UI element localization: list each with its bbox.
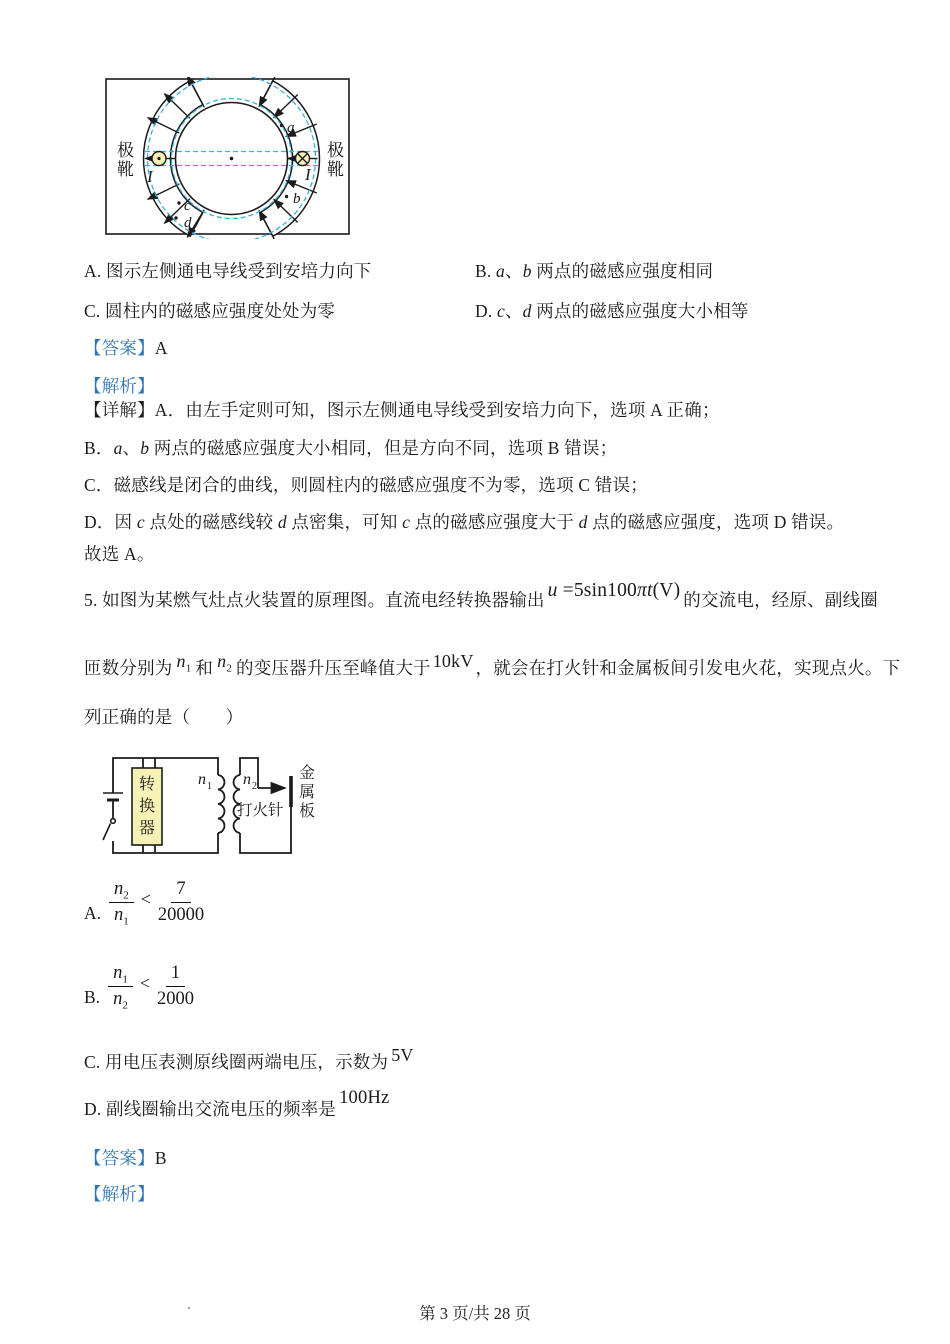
magnet-pole-figure — [104, 77, 352, 239]
pole-label-right: 极 — [327, 141, 344, 160]
plate-label-2: 属 — [299, 784, 316, 801]
q4-option-d: D. c、d 两点的磁感应强度大小相等 — [475, 301, 749, 321]
q4-detail-line-3: C．磁感线是闭合的曲线，则圆柱内的磁感应强度不为零，选项 C 错误； — [84, 475, 648, 495]
q5-analysis-line — [84, 1183, 155, 1205]
point-d-dot — [174, 216, 177, 219]
current-in-symbol — [296, 152, 310, 166]
ratio-fraction: $\frac{n_1}{n_2}$ — [108, 962, 133, 1011]
point-b-dot — [285, 195, 288, 198]
q5-answer-label: 【答案】 — [84, 1148, 155, 1168]
plate-label-3: 板 — [299, 803, 316, 820]
q5-option-b-label: B. — [84, 987, 101, 1007]
primary-coil — [218, 775, 224, 833]
q4-option-c: C. 圆柱内的磁感应强度处处为零 — [84, 301, 336, 321]
needle-label: 打火针 — [237, 802, 284, 819]
point-c-label: c — [184, 198, 191, 214]
point-a-label: a — [287, 120, 295, 136]
converter-label-2: 换 — [139, 798, 156, 815]
q4-detail-conclusion: 故选 A。 — [84, 544, 155, 564]
q4-detail-line-4: D．因 c 点处的磁感线较 d 点密集，可知 c 点的磁感应强度大于 d 点的磁感应强度，选项 D 错误。 — [84, 512, 845, 532]
current-out-symbol — [152, 152, 166, 166]
frequency-value: 100Hz — [339, 1088, 390, 1108]
n2-symbol: $n_2$ — [217, 651, 233, 675]
primary-turns-sub: 1 — [207, 781, 212, 792]
q5-stem-line-2: 匝数分别为 $n_1$ 和 $n_2$ 的变压器升压至峰值大于 10kV ，就会在打火针和金属板间引发电火花，实现点火。下 — [84, 651, 901, 678]
n1-symbol: $n_1$ — [176, 651, 192, 675]
value-fraction: $\frac{7}{20000}$ — [157, 879, 205, 925]
q4-analysis-label: 【解析】 — [84, 376, 155, 396]
q5-answer-line — [84, 1147, 167, 1169]
q4-option-b: B. a、b 两点的磁感应强度相同 — [475, 261, 714, 281]
q5-analysis-label: 【解析】 — [84, 1184, 155, 1204]
converter-label-3: 器 — [139, 820, 156, 837]
current-label-left: I — [147, 167, 153, 186]
q4-option-a: A. 图示左侧通电导线受到安培力向下 — [84, 261, 372, 281]
voltage-formula: u =5sin100πt(V) — [547, 580, 681, 601]
q4-answer-label: 【答案】 — [84, 338, 155, 358]
point-b-label: b — [293, 191, 301, 207]
q5-stem-line-1: 5. 如图为某燃气灶点火装置的原理图。直流电经转换器输出 u =5sin100πt(V) 的交流电，经原、副线圈 — [84, 580, 878, 610]
q4-answer-line — [84, 337, 168, 359]
q5-option-c: C. 用电压表测原线圈两端电压，示数为 5V — [84, 1045, 414, 1072]
peak-voltage-value: 10kV — [432, 651, 474, 671]
point-c-dot — [177, 201, 180, 204]
battery-symbol — [103, 793, 123, 800]
q5-option-a-label: A. — [84, 903, 102, 923]
q4-detail-line-1: 【详解】A．由左手定则可知，图示左侧通电导线受到安培力向下，选项 A 正确； — [84, 400, 720, 420]
secondary-turns-label: n — [243, 771, 251, 788]
q4-analysis-line — [84, 375, 155, 397]
q5-option-d: D. 副线圈输出交流电压的频率是100Hz — [84, 1088, 390, 1119]
q5-answer-value: B — [154, 1148, 167, 1168]
converter-label-1: 转 — [139, 776, 156, 793]
current-label-right: I — [305, 165, 311, 184]
voltmeter-reading: 5V — [391, 1045, 414, 1065]
value-fraction: $\frac{1}{2000}$ — [156, 963, 194, 1009]
q5-option-a — [84, 878, 204, 927]
q4-detail-line-2: B．a、b 两点的磁感应强度大小相同，但是方向不同，选项 B 错误； — [84, 438, 618, 458]
q5-stem-line-3: 列正确的是（ ） — [84, 707, 244, 727]
pole-label-left2: 靴 — [117, 160, 134, 179]
q4-answer-value: A — [154, 338, 168, 358]
primary-turns-label: n — [198, 771, 206, 788]
switch-symbol — [103, 819, 115, 840]
page-number: 第 3 页/共 28 页 — [419, 1304, 531, 1323]
q5-option-b — [84, 962, 194, 1011]
center-dot — [230, 157, 234, 161]
point-d-label: d — [184, 215, 192, 231]
ratio-fraction: $\frac{n_2}{n_1}$ — [109, 878, 134, 927]
secondary-turns-sub: 2 — [252, 781, 257, 792]
pole-label-right2: 靴 — [327, 160, 344, 179]
ignition-circuit-figure — [95, 745, 330, 863]
less-than-sign: < — [140, 889, 151, 909]
less-than-sign: < — [139, 973, 150, 993]
pole-label-left: 极 — [117, 141, 134, 160]
point-a-dot — [280, 124, 283, 127]
plate-label-1: 金 — [299, 765, 316, 782]
